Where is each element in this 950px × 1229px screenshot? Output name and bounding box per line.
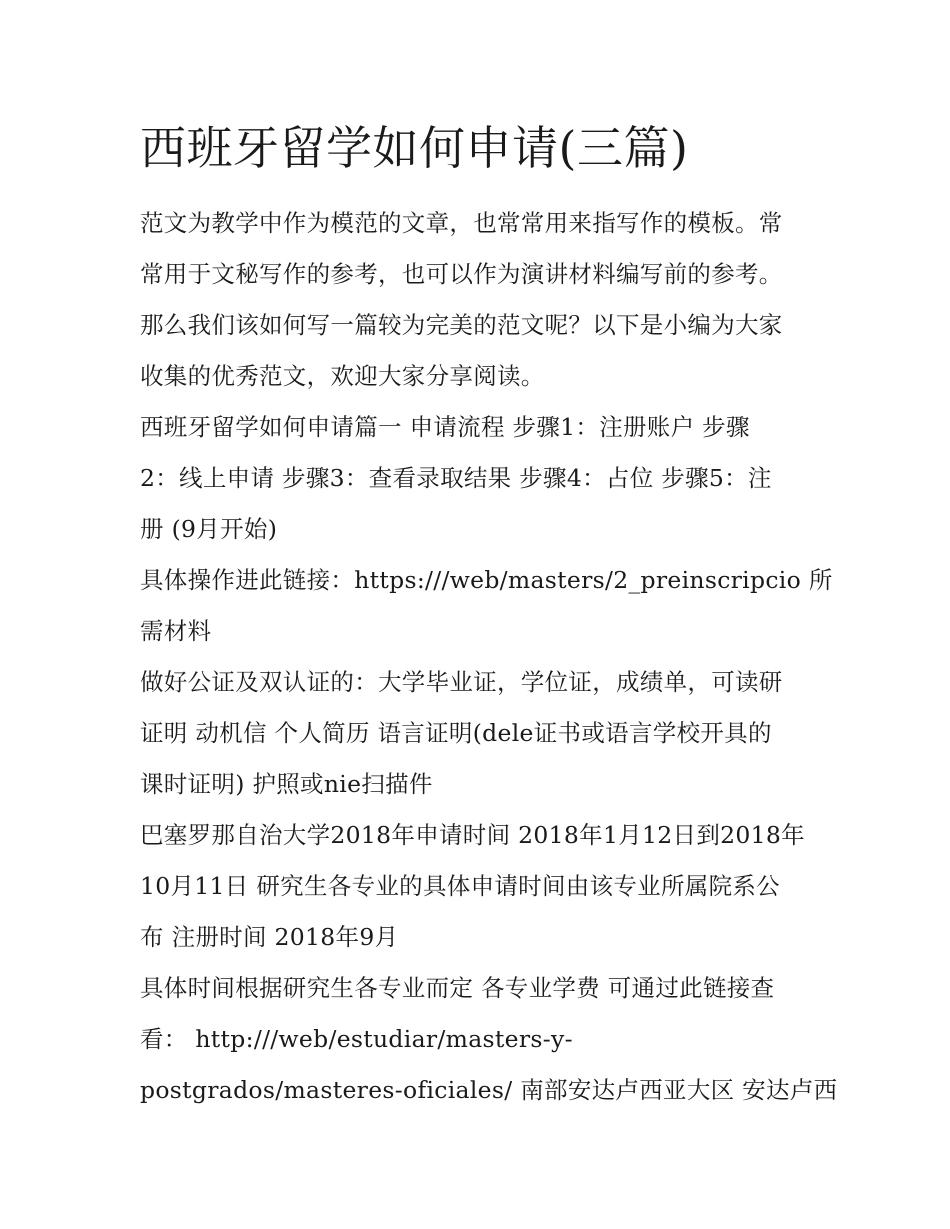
text-line: 具体时间根据研究生各专业而定 各专业学费 可通过此链接查 xyxy=(140,974,775,1002)
paragraph-application-dates xyxy=(140,810,820,963)
paragraph-application-process xyxy=(140,402,820,555)
paragraph-tuition-link xyxy=(140,963,838,1116)
text-line: 需材料 xyxy=(140,617,212,645)
text-line: 巴塞罗那自治大学2018年申请时间 2018年1月12日到2018年 xyxy=(140,821,805,849)
text-line: 2：线上申请 步骤3：查看录取结果 步骤4：占位 步骤5：注 xyxy=(140,464,772,492)
paragraph-required-documents xyxy=(140,657,820,810)
text-line: 范文为教学中作为模范的文章，也常常用来指写作的模板。常 xyxy=(140,209,783,237)
document-body xyxy=(140,198,838,1116)
document-title: 西班牙留学如何申请(三篇) xyxy=(140,121,689,175)
paragraph-link-materials xyxy=(140,555,833,657)
text-line: 收集的优秀范文，欢迎大家分享阅读。 xyxy=(140,362,545,390)
text-line: 课时证明) 护照或nie扫描件 xyxy=(140,770,433,798)
text-line: 布 注册时间 2018年9月 xyxy=(140,923,399,951)
text-line: 10月11日 研究生各专业的具体申请时间由该专业所属院系公 xyxy=(140,872,780,900)
text-line: 常用于文秘写作的参考，也可以作为演讲材料编写前的参考。 xyxy=(140,260,783,288)
text-line: postgrados/masteres-oficiales/ 南部安达卢西亚大区 安达卢西 xyxy=(140,1076,838,1104)
text-line: 做好公证及双认证的：大学毕业证，学位证，成绩单，可读研 xyxy=(140,668,783,696)
text-line: 看： http:///web/estudiar/masters-y- xyxy=(140,1025,573,1053)
text-line: 具体操作进此链接：https:///web/masters/2_preinscripcio 所 xyxy=(140,566,833,594)
paragraph-intro xyxy=(140,198,820,402)
text-line: 册 (9月开始) xyxy=(140,515,278,543)
text-line: 西班牙留学如何申请篇一 申请流程 步骤1：注册账户 步骤 xyxy=(140,413,750,441)
text-line: 证明 动机信 个人简历 语言证明(dele证书或语言学校开具的 xyxy=(140,719,772,747)
document-page xyxy=(140,0,838,1229)
text-line: 那么我们该如何写一篇较为完美的范文呢？以下是小编为大家 xyxy=(140,311,783,339)
